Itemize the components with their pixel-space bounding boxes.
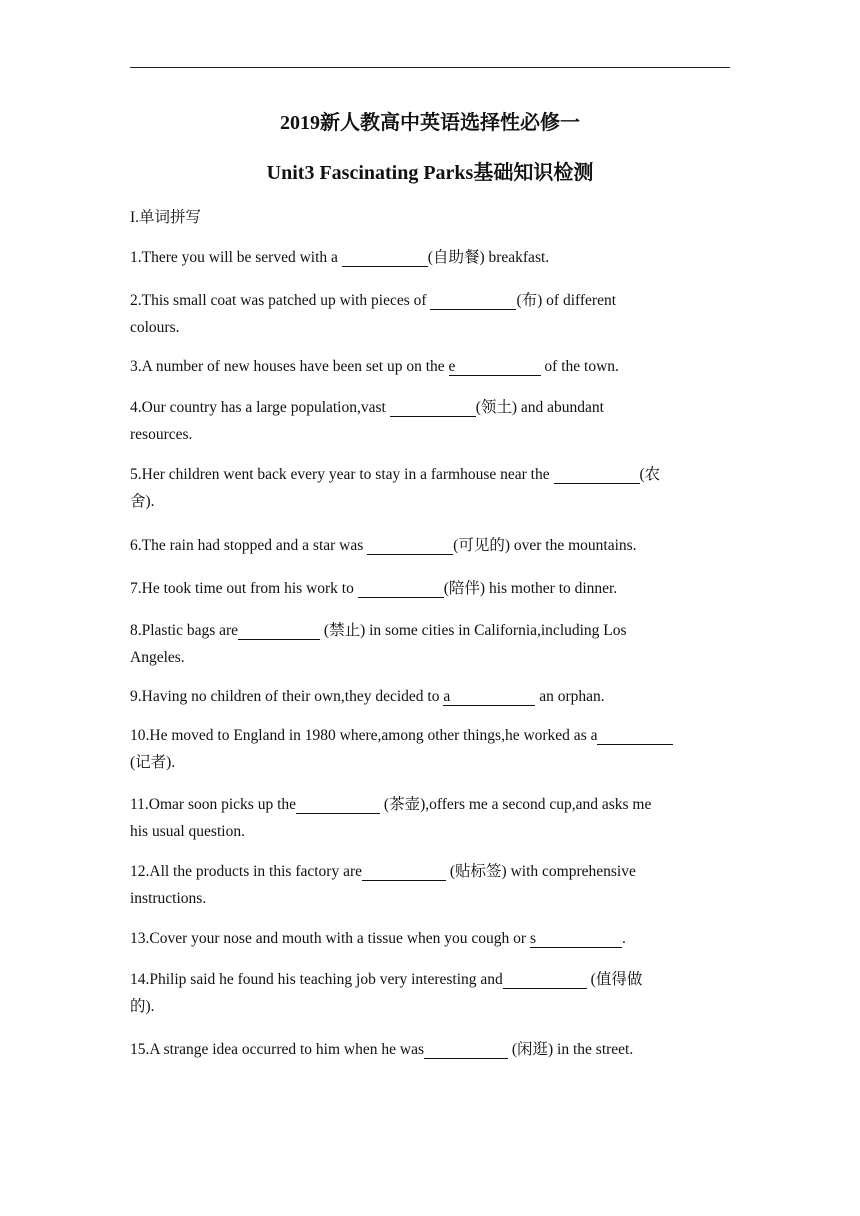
question-hint: (陪伴) his mother to dinner. — [443, 580, 618, 597]
answer-blank[interactable] — [443, 689, 535, 706]
question-text: 13.Cover your nose and mouth with a tissue when you cough or — [130, 930, 530, 947]
question-8 — [130, 617, 730, 671]
first-letter-hint: e — [448, 358, 456, 375]
question-continuation: (记者). — [130, 754, 176, 771]
question-continuation: Angeles. — [130, 649, 185, 666]
question-continuation: colours. — [130, 319, 180, 336]
question-text: 6.The rain had stopped and a star was — [130, 537, 368, 554]
answer-blank[interactable] — [530, 931, 622, 948]
answer-blank[interactable] — [358, 581, 444, 598]
question-15 — [130, 1036, 730, 1063]
question-10 — [130, 722, 730, 776]
document-subtitle: Unit3 Fascinating Parks基础知识检测 — [266, 162, 594, 184]
question-text: 9.Having no children of their own,they decided to — [130, 688, 444, 705]
question-14 — [130, 966, 730, 1020]
first-letter-hint: s — [529, 930, 536, 947]
question-hint: (禁止) in some cities in California,including Los — [320, 622, 627, 639]
question-text: 14.Philip said he found his teaching job very interesting and — [130, 971, 503, 988]
question-continuation: 的). — [130, 998, 155, 1015]
question-6 — [130, 532, 730, 559]
answer-blank[interactable] — [390, 400, 476, 417]
answer-blank[interactable] — [342, 250, 428, 267]
answer-blank[interactable] — [424, 1042, 508, 1059]
answer-blank[interactable] — [449, 359, 541, 376]
question-continuation: his usual question. — [130, 823, 245, 840]
question-11 — [130, 791, 730, 845]
question-hint: (农 — [639, 466, 661, 483]
question-text: 7.He took time out from his work to — [130, 580, 358, 597]
question-text: 8.Plastic bags are — [130, 622, 239, 639]
question-hint: of the town. — [540, 358, 619, 375]
question-12 — [130, 858, 730, 912]
question-text: 12.All the products in this factory are — [130, 863, 363, 880]
question-1 — [130, 244, 730, 271]
question-hint: (闲逛) in the street. — [507, 1041, 634, 1058]
question-hint: (布) of different — [516, 292, 617, 309]
question-text: 11.Omar soon picks up the — [130, 796, 297, 813]
question-continuation: instructions. — [130, 890, 207, 907]
question-hint: an orphan. — [535, 688, 605, 705]
document-title: 2019新人教高中英语选择性必修一 — [280, 112, 580, 134]
question-13 — [130, 925, 730, 952]
question-continuation: resources. — [130, 426, 193, 443]
question-2 — [130, 287, 730, 341]
question-4 — [130, 394, 730, 448]
answer-blank[interactable] — [238, 623, 320, 640]
question-text: 4.Our country has a large population,vast — [130, 399, 390, 416]
question-hint: (值得做 — [586, 971, 643, 988]
answer-blank[interactable] — [430, 293, 516, 310]
question-7 — [130, 575, 730, 602]
question-5 — [130, 461, 730, 515]
header-rule — [130, 67, 730, 68]
answer-blank[interactable] — [362, 864, 446, 881]
question-hint: (贴标签) with comprehensive — [446, 863, 636, 880]
first-letter-hint: a — [443, 688, 451, 705]
question-text: 2.This small coat was patched up with pieces of — [130, 292, 431, 309]
question-9 — [130, 683, 730, 710]
answer-blank[interactable] — [367, 538, 453, 555]
question-text: 5.Her children went back every year to stay in a farmhouse near the — [130, 466, 554, 483]
question-hint: (可见的) over the mountains. — [453, 537, 637, 554]
section-heading: I.单词拼写 — [130, 209, 202, 226]
question-text: 3.A number of new houses have been set up on the — [130, 358, 449, 375]
question-hint: . — [621, 930, 626, 947]
answer-blank[interactable] — [296, 797, 380, 814]
question-continuation: 舍). — [130, 493, 155, 510]
answer-blank[interactable] — [554, 467, 640, 484]
question-hint: (领土) and abundant — [475, 399, 604, 416]
question-3 — [130, 353, 730, 380]
question-text: 1.There you will be served with a — [130, 249, 342, 266]
question-hint: (茶壶),offers me a second cup,and asks me — [380, 796, 652, 813]
answer-blank[interactable] — [503, 972, 587, 989]
question-hint: (自助餐) breakfast. — [427, 249, 550, 266]
question-text: 10.He moved to England in 1980 where,among other things,he worked as a — [130, 727, 598, 744]
answer-blank[interactable] — [597, 728, 673, 745]
question-text: 15.A strange idea occurred to him when he was — [130, 1041, 424, 1058]
